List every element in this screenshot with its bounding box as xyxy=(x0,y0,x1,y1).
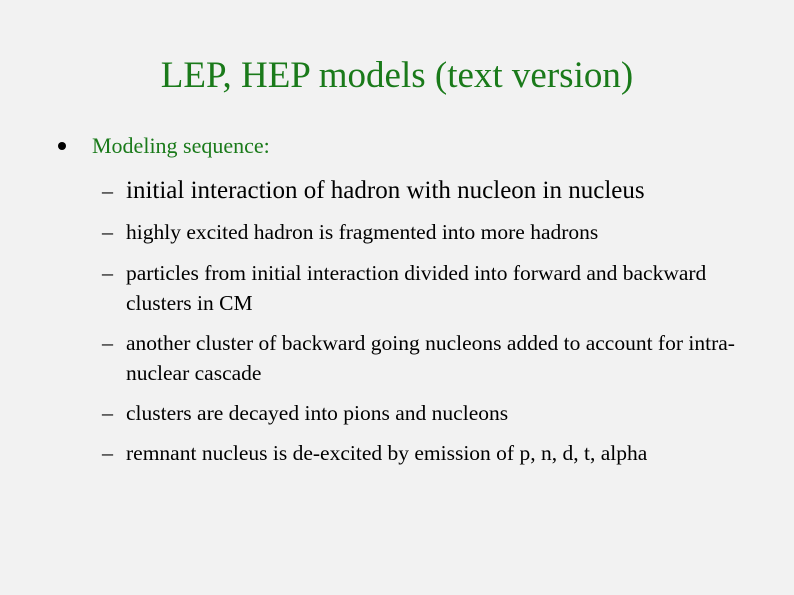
list-item xyxy=(102,217,742,247)
dash-icon: – xyxy=(102,330,113,355)
bullet-label: Modeling sequence: xyxy=(92,133,270,158)
list-item-text: clusters are decayed into pions and nucleons xyxy=(126,401,509,425)
list-item-text: highly excited hadron is fragmented into more hadrons xyxy=(126,220,599,244)
dash-icon: – xyxy=(102,440,113,465)
dash-icon: – xyxy=(102,400,113,425)
list-item-text: particles from initial interaction divided into forward and backward clusters in CM xyxy=(126,261,707,315)
dash-icon: – xyxy=(102,219,113,244)
list-item xyxy=(102,258,742,318)
list-item-text: initial interaction of hadron with nucleon in nucleus xyxy=(126,177,645,204)
bullet-modeling-sequence xyxy=(58,132,758,164)
list-item-text: remnant nucleus is de-excited by emission of p, n, d, t, alpha xyxy=(126,441,648,465)
list-item xyxy=(102,328,742,388)
slide-title: LEP, HEP models (text version) xyxy=(160,55,634,96)
bullet-dot-icon xyxy=(58,142,66,150)
list-item-text: another cluster of backward going nucleons added to account for intra-nuclear cascade xyxy=(126,331,735,385)
list-item xyxy=(102,176,742,206)
list-item xyxy=(102,398,742,428)
dash-icon: – xyxy=(102,178,113,203)
list-item xyxy=(102,438,742,498)
dash-icon: – xyxy=(102,260,113,285)
